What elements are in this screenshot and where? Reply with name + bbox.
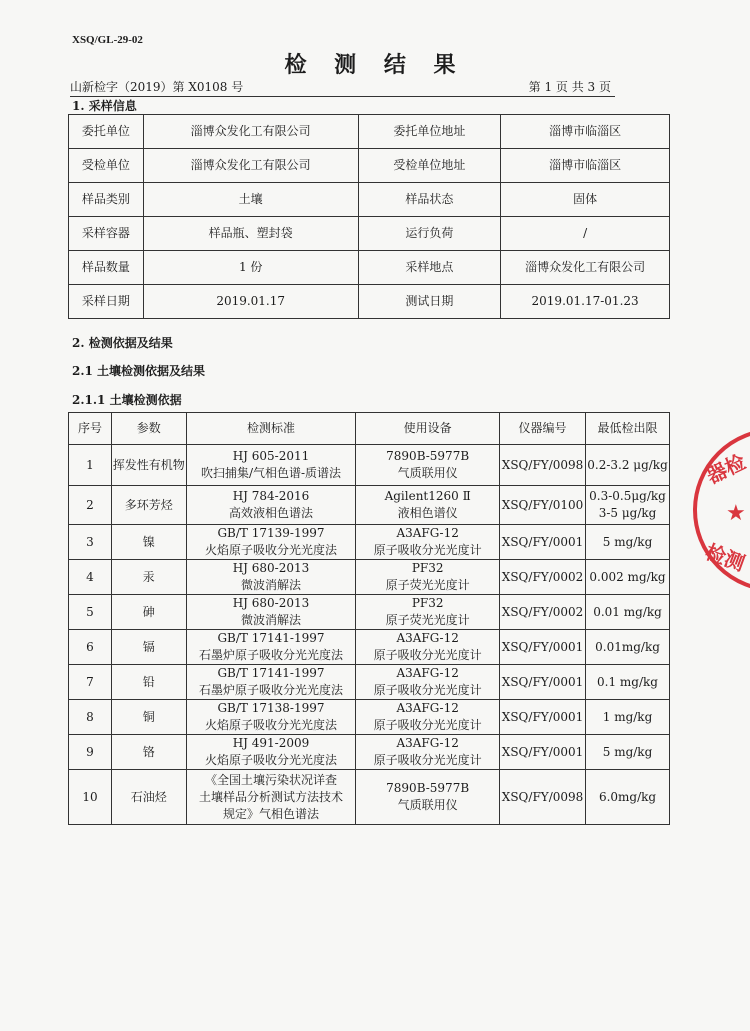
table-row xyxy=(69,149,670,183)
standard xyxy=(186,770,356,825)
detection-limit xyxy=(586,560,670,595)
equipment-line: A3AFG-12 xyxy=(396,736,459,750)
equipment xyxy=(356,525,500,560)
detection-limit-line: 3-5 μg/kg xyxy=(598,506,657,520)
parameter-line: 铅 xyxy=(142,674,155,689)
row-number xyxy=(69,445,112,486)
standard xyxy=(186,595,356,630)
table-row xyxy=(69,525,670,560)
header-cell: 仪器编号 xyxy=(500,413,586,445)
instrument-id-line: XSQ/FY/0002 xyxy=(501,569,584,584)
standard-line: GB/T 17139-1997 xyxy=(217,526,325,540)
row-number-line: 1 xyxy=(86,457,94,472)
field-value: 淄博众发化工有限公司 xyxy=(143,115,358,149)
detection-limit xyxy=(586,770,670,825)
page-info: 第 1 页 共 3 页 xyxy=(528,80,611,94)
equipment-line: 7890B-5977B xyxy=(386,781,470,795)
standard-line: 吹扫捕集/气相色谱-质谱法 xyxy=(200,466,342,480)
header-cell: 最低检出限 xyxy=(586,413,670,445)
standard xyxy=(186,560,356,595)
instrument-id xyxy=(500,630,586,665)
instrument-id xyxy=(500,700,586,735)
equipment-line: A3AFG-12 xyxy=(396,526,459,540)
field-value: / xyxy=(501,217,670,251)
parameter-line: 砷 xyxy=(142,604,155,619)
row-number-line: 5 xyxy=(86,604,94,619)
equipment-line: 7890B-5977B xyxy=(386,449,470,463)
standard-line: HJ 680-2013 xyxy=(232,561,310,575)
table-row xyxy=(69,560,670,595)
standard xyxy=(186,630,356,665)
standard-line: 石墨炉原子吸收分光光度法 xyxy=(198,648,343,662)
section-sampling-title: 1. 采样信息 xyxy=(72,99,137,113)
table-row xyxy=(69,285,670,319)
equipment xyxy=(356,665,500,700)
parameter-line: 挥发性有机物 xyxy=(112,457,185,472)
instrument-id xyxy=(500,595,586,630)
field-label: 受检单位 xyxy=(69,149,144,183)
equipment xyxy=(356,560,500,595)
row-number-line: 9 xyxy=(86,744,94,759)
row-number-line: 8 xyxy=(86,709,94,724)
instrument-id xyxy=(500,770,586,825)
parameter xyxy=(111,560,186,595)
equipment-line: PF32 xyxy=(411,596,444,610)
equipment-line: 原子吸收分光光度计 xyxy=(373,718,482,732)
detection-limit-line: 0.1 mg/kg xyxy=(597,674,658,689)
standard-line: HJ 605-2011 xyxy=(232,449,310,463)
standard xyxy=(186,700,356,735)
parameter-line: 镉 xyxy=(142,639,155,654)
row-number xyxy=(69,560,112,595)
section-soil-title: 2.1 土壤检测依据及结果 xyxy=(72,364,206,378)
instrument-id xyxy=(500,560,586,595)
detection-limit-line: 0.002 mg/kg xyxy=(589,569,666,584)
report-reference-line xyxy=(70,78,615,97)
row-number xyxy=(69,630,112,665)
parameter xyxy=(111,735,186,770)
field-label: 受检单位地址 xyxy=(358,149,501,183)
field-value: 淄博市临淄区 xyxy=(501,149,670,183)
standard xyxy=(186,486,356,525)
standard-line: GB/T 17138-1997 xyxy=(217,701,325,715)
equipment-line: 原子吸收分光光度计 xyxy=(373,648,482,662)
detection-limit xyxy=(586,525,670,560)
equipment-line: A3AFG-12 xyxy=(396,631,459,645)
detection-limit xyxy=(586,700,670,735)
equipment-line: Agilent1260 Ⅱ xyxy=(384,489,471,503)
table-row xyxy=(69,735,670,770)
detection-limit xyxy=(586,445,670,486)
row-number xyxy=(69,700,112,735)
field-label: 采样地点 xyxy=(358,251,501,285)
parameter xyxy=(111,486,186,525)
parameter xyxy=(111,445,186,486)
field-value: 淄博众发化工有限公司 xyxy=(501,251,670,285)
equipment-line: 原子吸收分光光度计 xyxy=(373,683,482,697)
row-number xyxy=(69,525,112,560)
document-code: XSQ/GL-29-02 xyxy=(72,34,143,46)
table-row xyxy=(69,445,670,486)
standard xyxy=(186,525,356,560)
detection-limit-line: 5 mg/kg xyxy=(602,744,653,759)
equipment-line: 原子吸收分光光度计 xyxy=(373,753,482,767)
parameter xyxy=(111,630,186,665)
instrument-id xyxy=(500,735,586,770)
standard-line: HJ 680-2013 xyxy=(232,596,310,610)
detection-limit-line: 1 mg/kg xyxy=(602,709,653,724)
standard-line: GB/T 17141-1997 xyxy=(217,666,325,680)
row-number xyxy=(69,770,112,825)
detection-limit-line: 6.0mg/kg xyxy=(598,789,657,804)
equipment xyxy=(356,630,500,665)
red-seal-stamp xyxy=(690,415,750,605)
table-row xyxy=(69,217,670,251)
standard xyxy=(186,445,356,486)
table-row xyxy=(69,486,670,525)
parameter-line: 汞 xyxy=(142,569,155,584)
detection-limit-line: 0.01 mg/kg xyxy=(593,604,662,619)
detection-limit xyxy=(586,735,670,770)
standard-line: 微波消解法 xyxy=(240,613,301,627)
parameter xyxy=(111,700,186,735)
section-basis-title: 2. 检测依据及结果 xyxy=(72,336,173,350)
field-label: 采样日期 xyxy=(69,285,144,319)
row-number-line: 3 xyxy=(86,534,94,549)
standard-line: 火焰原子吸收分光光度法 xyxy=(204,543,337,557)
table-row xyxy=(69,115,670,149)
instrument-id xyxy=(500,486,586,525)
soil-basis-table xyxy=(68,412,670,825)
equipment-line: 液相色谱仪 xyxy=(397,506,458,520)
table-row xyxy=(69,700,670,735)
parameter xyxy=(111,525,186,560)
row-number xyxy=(69,665,112,700)
header-cell: 使用设备 xyxy=(356,413,500,445)
table-row xyxy=(69,665,670,700)
field-label: 委托单位地址 xyxy=(358,115,501,149)
instrument-id-line: XSQ/FY/0001 xyxy=(501,709,584,724)
standard-line: GB/T 17141-1997 xyxy=(217,631,325,645)
equipment-line: 原子荧光光度计 xyxy=(385,613,470,627)
stamp-text-bottom: 检测 xyxy=(702,539,749,576)
detection-limit-line: 0.3-0.5μg/kg xyxy=(589,489,666,503)
equipment-line: 气质联用仪 xyxy=(397,798,458,812)
instrument-id-line: XSQ/FY/0001 xyxy=(501,534,584,549)
instrument-id-line: XSQ/FY/0001 xyxy=(501,639,584,654)
equipment xyxy=(356,595,500,630)
field-label: 样品数量 xyxy=(69,251,144,285)
standard-line: 高效液相色谱法 xyxy=(228,506,313,520)
equipment-line: PF32 xyxy=(411,561,444,575)
equipment-line: 气质联用仪 xyxy=(397,466,458,480)
field-label: 测试日期 xyxy=(358,285,501,319)
field-label: 采样容器 xyxy=(69,217,144,251)
instrument-id-line: XSQ/FY/0098 xyxy=(501,789,584,804)
field-value: 2019.01.17-01.23 xyxy=(501,285,670,319)
field-label: 委托单位 xyxy=(69,115,144,149)
equipment-line: 原子吸收分光光度计 xyxy=(373,543,482,557)
section-soil-basis-title: 2.1.1 土壤检测依据 xyxy=(72,393,182,407)
standard xyxy=(186,735,356,770)
field-label: 运行负荷 xyxy=(358,217,501,251)
field-value: 淄博众发化工有限公司 xyxy=(143,149,358,183)
table-row xyxy=(69,595,670,630)
field-value: 2019.01.17 xyxy=(143,285,358,319)
equipment xyxy=(356,486,500,525)
parameter-line: 铬 xyxy=(142,744,155,759)
header-cell: 检测标准 xyxy=(186,413,356,445)
field-label: 样品状态 xyxy=(358,183,501,217)
instrument-id-line: XSQ/FY/0098 xyxy=(501,457,584,472)
detection-limit xyxy=(586,486,670,525)
standard xyxy=(186,665,356,700)
row-number xyxy=(69,735,112,770)
standard-line: 规定》气相色谱法 xyxy=(222,806,319,821)
field-label: 样品类别 xyxy=(69,183,144,217)
equipment xyxy=(356,770,500,825)
parameter-line: 多环芳烃 xyxy=(124,497,173,512)
standard-line: HJ 491-2009 xyxy=(232,736,310,750)
row-number-line: 4 xyxy=(86,569,94,584)
table-header-row xyxy=(69,413,670,445)
field-value: 1 份 xyxy=(143,251,358,285)
table-row xyxy=(69,183,670,217)
header-cell: 参数 xyxy=(111,413,186,445)
header-cell: 序号 xyxy=(69,413,112,445)
parameter-line: 镍 xyxy=(142,534,155,549)
row-number-line: 7 xyxy=(86,674,94,689)
equipment-line: A3AFG-12 xyxy=(396,701,459,715)
parameter-line: 石油烃 xyxy=(130,789,167,804)
row-number-line: 2 xyxy=(86,497,94,512)
parameter xyxy=(111,595,186,630)
row-number-line: 10 xyxy=(82,789,98,804)
parameter-line: 铜 xyxy=(142,709,155,724)
stamp-star-icon: ★ xyxy=(726,501,746,526)
equipment-line: A3AFG-12 xyxy=(396,666,459,680)
instrument-id xyxy=(500,445,586,486)
standard-line: 石墨炉原子吸收分光光度法 xyxy=(198,683,343,697)
field-value: 样品瓶、塑封袋 xyxy=(143,217,358,251)
instrument-id-line: XSQ/FY/0100 xyxy=(501,497,584,512)
equipment xyxy=(356,735,500,770)
detection-limit xyxy=(586,595,670,630)
row-number xyxy=(69,595,112,630)
instrument-id-line: XSQ/FY/0001 xyxy=(501,744,584,759)
detection-limit-line: 0.2-3.2 μg/kg xyxy=(587,457,668,472)
sampling-info-table xyxy=(68,114,670,319)
stamp-text-top: 器检 xyxy=(702,449,750,489)
report-number: 山新检字（2019）第 X0108 号 xyxy=(70,80,244,94)
detection-limit xyxy=(586,630,670,665)
table-row xyxy=(69,630,670,665)
standard-line: HJ 784-2016 xyxy=(232,489,310,503)
equipment xyxy=(356,700,500,735)
detection-limit-line: 0.01mg/kg xyxy=(595,639,660,654)
field-value: 固体 xyxy=(501,183,670,217)
field-value: 淄博市临淄区 xyxy=(501,115,670,149)
equipment-line: 原子荧光光度计 xyxy=(385,578,470,592)
standard-line: 《全国土壤污染状况详查 xyxy=(204,772,337,787)
detection-limit xyxy=(586,665,670,700)
parameter xyxy=(111,770,186,825)
detection-limit-line: 5 mg/kg xyxy=(602,534,653,549)
row-number-line: 6 xyxy=(86,639,94,654)
instrument-id-line: XSQ/FY/0002 xyxy=(501,604,584,619)
table-row xyxy=(69,770,670,825)
instrument-id xyxy=(500,665,586,700)
table-row xyxy=(69,251,670,285)
page-title: 检 测 结 果 xyxy=(284,52,466,78)
standard-line: 火焰原子吸收分光光度法 xyxy=(204,718,337,732)
parameter xyxy=(111,665,186,700)
instrument-id xyxy=(500,525,586,560)
row-number xyxy=(69,486,112,525)
field-value: 土壤 xyxy=(143,183,358,217)
standard-line: 土壤样品分析测试方法技术 xyxy=(198,789,343,804)
standard-line: 火焰原子吸收分光光度法 xyxy=(204,753,337,767)
standard-line: 微波消解法 xyxy=(240,578,301,592)
equipment xyxy=(356,445,500,486)
instrument-id-line: XSQ/FY/0001 xyxy=(501,674,584,689)
